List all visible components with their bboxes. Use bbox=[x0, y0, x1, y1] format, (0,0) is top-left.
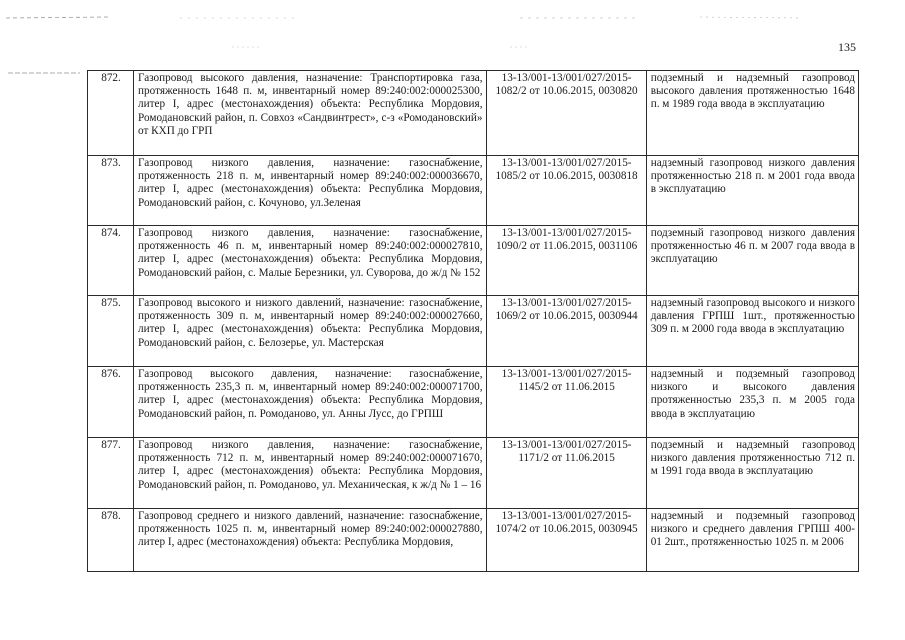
object-description: Газопровод низкого давления, назначение: газоснабжение, протяженность 46 п. м, инвентарный номер 89:240:002:000027810, литер I, адрес (местонахождения) объекта: Республика Мордовия, Ромодановский район, с. Малые Березники, ул. Суворова, до ж/д № 152 bbox=[134, 226, 486, 296]
table-row bbox=[88, 367, 859, 438]
object-description: Газопровод высокого и низкого давлений, назначение: газоснабжение, протяженность 309 п. м, инвентарный номер 89:240:002:000027660, литер I, адрес (местонахождения) объекта: Республика Мордовия, Ромодановский район, с. Белозерье, ул. Мастерская bbox=[134, 296, 486, 367]
registration-record: 13-13/001-13/001/027/2015-1171/2 от 11.06.2015 bbox=[486, 438, 646, 509]
registration-record: 13-13/001-13/001/027/2015-1074/2 от 10.06.2015, 0030945 bbox=[486, 509, 646, 572]
object-note: надземный и подземный газопровод низкого и высокого давления протяженностью 235,3 п. м 2005 года ввода в эксплуатацию bbox=[646, 367, 858, 438]
table-row bbox=[88, 509, 859, 572]
row-number: 874. bbox=[88, 226, 134, 296]
registration-record: 13-13/001-13/001/027/2015-1082/2 от 10.06.2015, 0030820 bbox=[486, 71, 646, 156]
table-row bbox=[88, 438, 859, 509]
registration-record: 13-13/001-13/001/027/2015-1085/2 от 10.06.2015, 0030818 bbox=[486, 156, 646, 226]
object-description: Газопровод низкого давления, назначение: газоснабжение, протяженность 218 п. м, инвентарный номер 89:240:002:000036670, литер I, адрес (местонахождения) объекта: Республика Мордовия, Ромодановский район, с. Кочуново, ул.Зеленая bbox=[134, 156, 486, 226]
row-number: 878. bbox=[88, 509, 134, 572]
object-description: Газопровод высокого давления, назначение: Транспортировка газа, протяженность 1648 п. м, инвентарный номер 89:240:002:000025300, литер I, адрес (местонахождения) объекта: Республика Мордовия, Ромодановский район, п. Совхоз «Сандвинтрест», с-з «Ромодановский» от КХП до ГРП bbox=[134, 71, 486, 156]
table-row bbox=[88, 71, 859, 156]
object-description: Газопровод среднего и низкого давлений, назначение: газоснабжение, протяженность 1025 п. м, инвентарный номер 89:240:002:000027880, литер I, адрес (местонахождения) объекта: Республика Мордовия, bbox=[134, 509, 486, 572]
row-number: 873. bbox=[88, 156, 134, 226]
object-note: надземный газопровод высокого и низкого давления ГРПШ 1шт., протяженностью 309 п. м 2000 года ввода в эксплуатацию bbox=[646, 296, 858, 367]
table-row bbox=[88, 296, 859, 367]
object-note: надземный и подземный газопровод низкого и среднего давления ГРПШ 400-01 2шт., протяженностью 1025 п. м 2006 bbox=[646, 509, 858, 572]
registry-table bbox=[87, 70, 859, 572]
page-number: 135 bbox=[838, 40, 856, 54]
object-note: надземный газопровод низкого давления протяженностью 218 п. м 2001 года ввода в эксплуатацию bbox=[646, 156, 858, 226]
row-number: 876. bbox=[88, 367, 134, 438]
registration-record: 13-13/001-13/001/027/2015-1069/2 от 10.06.2015, 0030944 bbox=[486, 296, 646, 367]
object-note: подземный и надземный газопровод низкого давления протяженностью 712 п. м 1991 года ввода в эксплуатацию bbox=[646, 438, 858, 509]
row-number: 877. bbox=[88, 438, 134, 509]
object-note: подземный и надземный газопровод высокого давления протяженностью 1648 п. м 1989 года ввода в эксплуатацию bbox=[646, 71, 858, 156]
table-row bbox=[88, 156, 859, 226]
object-description: Газопровод низкого давления, назначение: газоснабжение, протяженность 712 п. м, инвентарный номер 89:240:002:000071670, литер I, адрес (местонахождения) объекта: Республика Мордовия, Ромодановский район, п. Ромоданово, ул. Механическая, к ж/д № 1 – 16 bbox=[134, 438, 486, 509]
row-number: 872. bbox=[88, 71, 134, 156]
registration-record: 13-13/001-13/001/027/2015-1145/2 от 11.06.2015 bbox=[486, 367, 646, 438]
row-number: 875. bbox=[88, 296, 134, 367]
object-description: Газопровод высокого давления, назначение: газоснабжение, протяженность 235,3 п. м, инвентарный номер 89:240:002:000071700, литер I, адрес (местонахождения) объекта: Республика Мордовия, Ромодановский район, п. Ромоданово, ул. Анны Лусс, до ГРПШ bbox=[134, 367, 486, 438]
registration-record: 13-13/001-13/001/027/2015-1090/2 от 11.06.2015, 0031106 bbox=[486, 226, 646, 296]
table-row bbox=[88, 226, 859, 296]
object-note: подземный газопровод низкого давления протяженностью 46 п. м 2007 года ввода в эксплуатацию bbox=[646, 226, 858, 296]
